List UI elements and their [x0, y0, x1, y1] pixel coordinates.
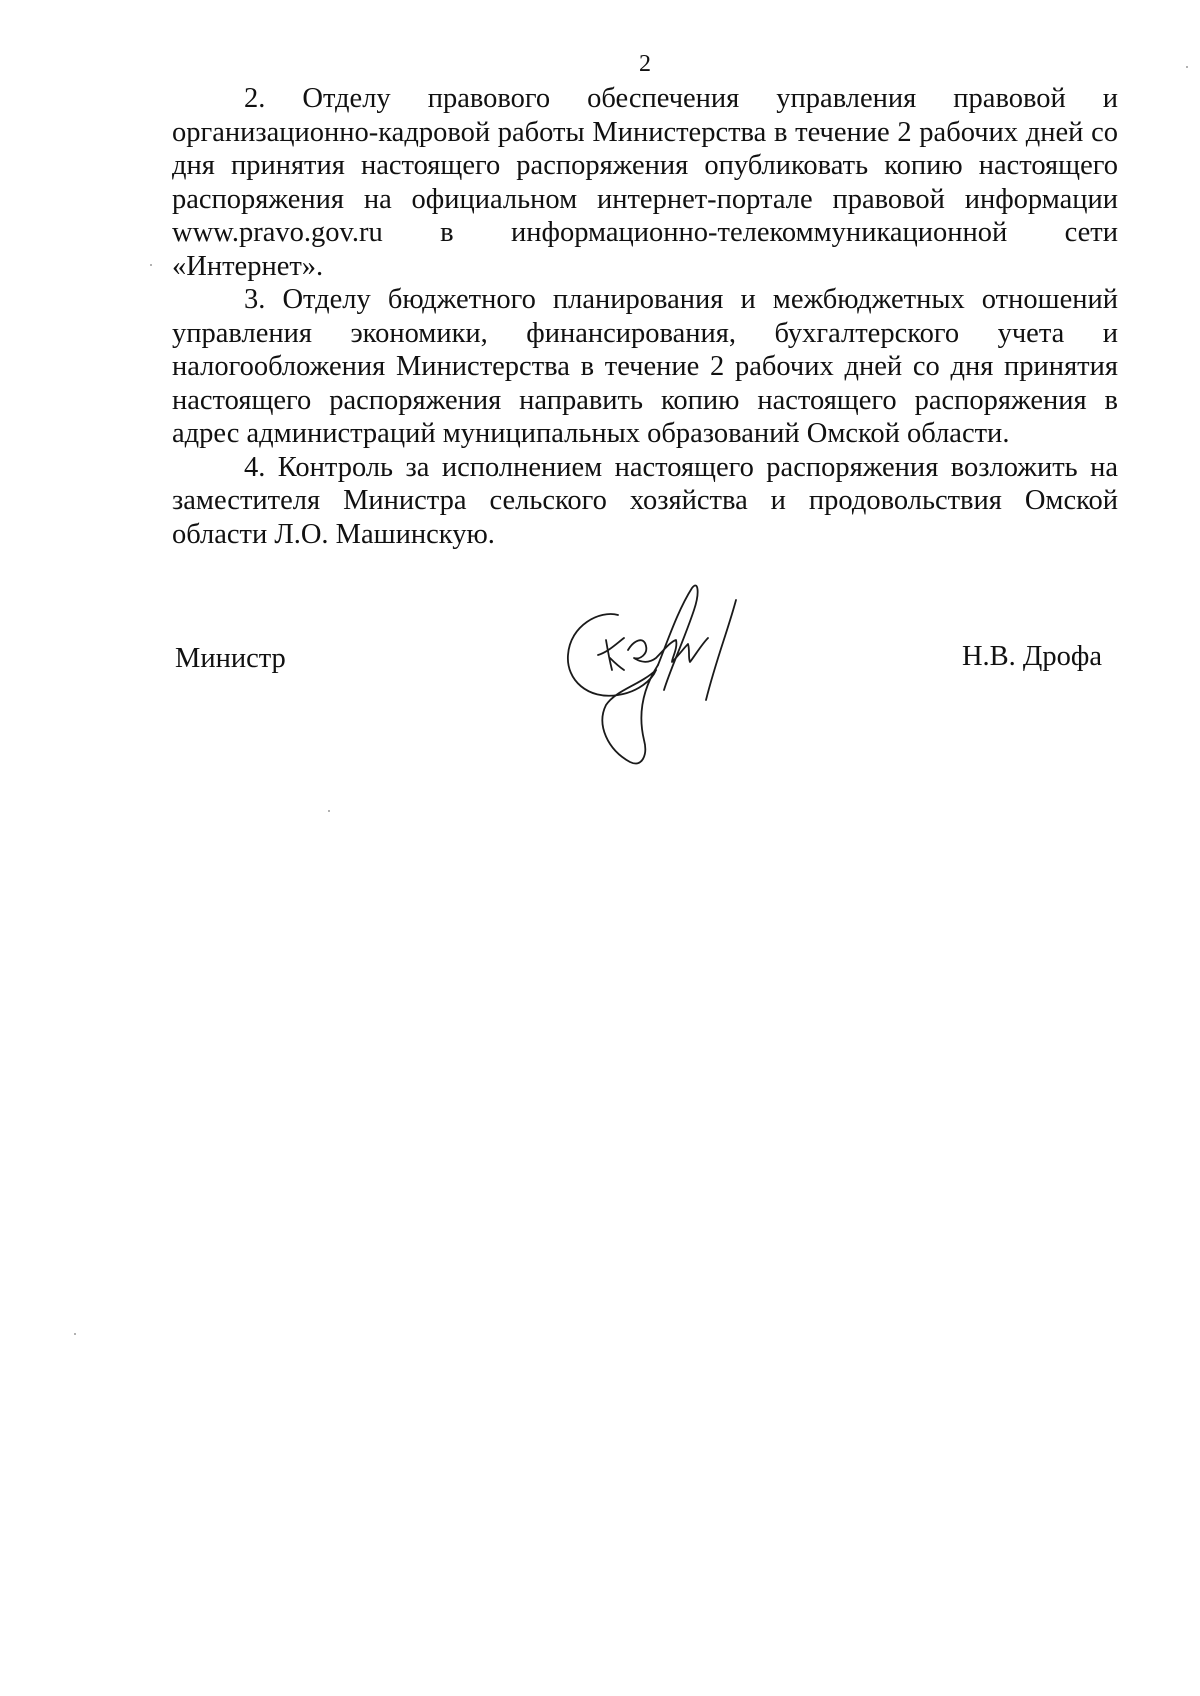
signatory-name: Н.В. Дрофа — [961, 641, 1102, 672]
page-number: 2 — [639, 51, 651, 77]
signatory-title: Министр — [175, 643, 286, 674]
document-body — [172, 82, 1118, 551]
scan-speck — [150, 264, 152, 266]
paragraph-item-4: 4. Контроль за исполнением настоящего распоряжения возложить на заместителя Министра сельского хозяйства и продовольствия Омской области Л.О. Машинскую. — [172, 451, 1118, 550]
paragraph-item-2: 2. Отделу правового обеспечения управления правовой и организационно-кадровой работы Министерства в течение 2 рабочих дней со дня принятия настоящего распоряжения опубликовать копию настоящего распоряжения на официальном интернет-портале правовой информации www.pravo.gov.ru в информационно-телекоммуникационной сети «Интернет». — [172, 83, 1118, 282]
scan-speck — [1186, 66, 1188, 68]
scan-speck — [328, 810, 330, 812]
handwritten-signature — [560, 580, 790, 790]
scan-speck — [74, 1333, 76, 1335]
paragraph-item-3: 3. Отделу бюджетного планирования и межбюджетных отношений управления экономики, финансирования, бухгалтерского учета и налогообложения Министерства в течение 2 рабочих дней со дня принятия настоящего распоряжения направить копию настоящего распоряжения в адрес администраций муниципальных образований Омской области. — [172, 284, 1118, 449]
